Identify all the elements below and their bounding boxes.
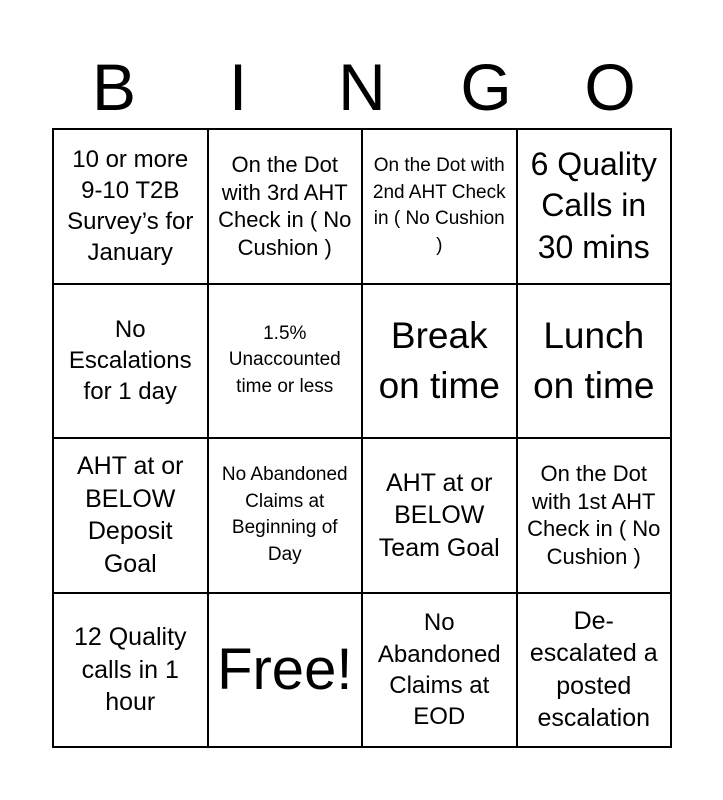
bingo-cell[interactable]: No Abandoned Claims at Beginning of Day: [209, 439, 364, 594]
header-letter-b: B: [91, 50, 137, 124]
header-letter-i: I: [228, 50, 248, 124]
bingo-cell[interactable]: Lunch on time: [518, 285, 673, 440]
bingo-card-grid: [52, 128, 672, 748]
bingo-cell[interactable]: Break on time: [363, 285, 518, 440]
bingo-cell[interactable]: 1.5% Unaccounted time or less: [209, 285, 364, 440]
bingo-cell[interactable]: No Escalations for 1 day: [54, 285, 209, 440]
bingo-header: [52, 52, 672, 122]
bingo-cell[interactable]: AHT at or BELOW Team Goal: [363, 439, 518, 594]
header-letter-g: G: [460, 50, 512, 124]
bingo-cell[interactable]: AHT at or BELOW Deposit Goal: [54, 439, 209, 594]
bingo-cell[interactable]: De-escalated a posted escalation: [518, 594, 673, 749]
bingo-cell[interactable]: On the Dot with 2nd AHT Check in ( No Cushion ): [363, 130, 518, 285]
bingo-cell[interactable]: No Abandoned Claims at EOD: [363, 594, 518, 749]
free-space-cell[interactable]: Free!: [209, 594, 364, 749]
bingo-cell[interactable]: 12 Quality calls in 1 hour: [54, 594, 209, 749]
header-letter-n: N: [338, 50, 386, 124]
bingo-cell[interactable]: On the Dot with 1st AHT Check in ( No Cushion ): [518, 439, 673, 594]
bingo-cell[interactable]: 6 Quality Calls in 30 mins: [518, 130, 673, 285]
header-letter-o: O: [584, 50, 636, 124]
bingo-cell[interactable]: On the Dot with 3rd AHT Check in ( No Cushion ): [209, 130, 364, 285]
bingo-cell[interactable]: 10 or more 9-10 T2B Survey’s for January: [54, 130, 209, 285]
